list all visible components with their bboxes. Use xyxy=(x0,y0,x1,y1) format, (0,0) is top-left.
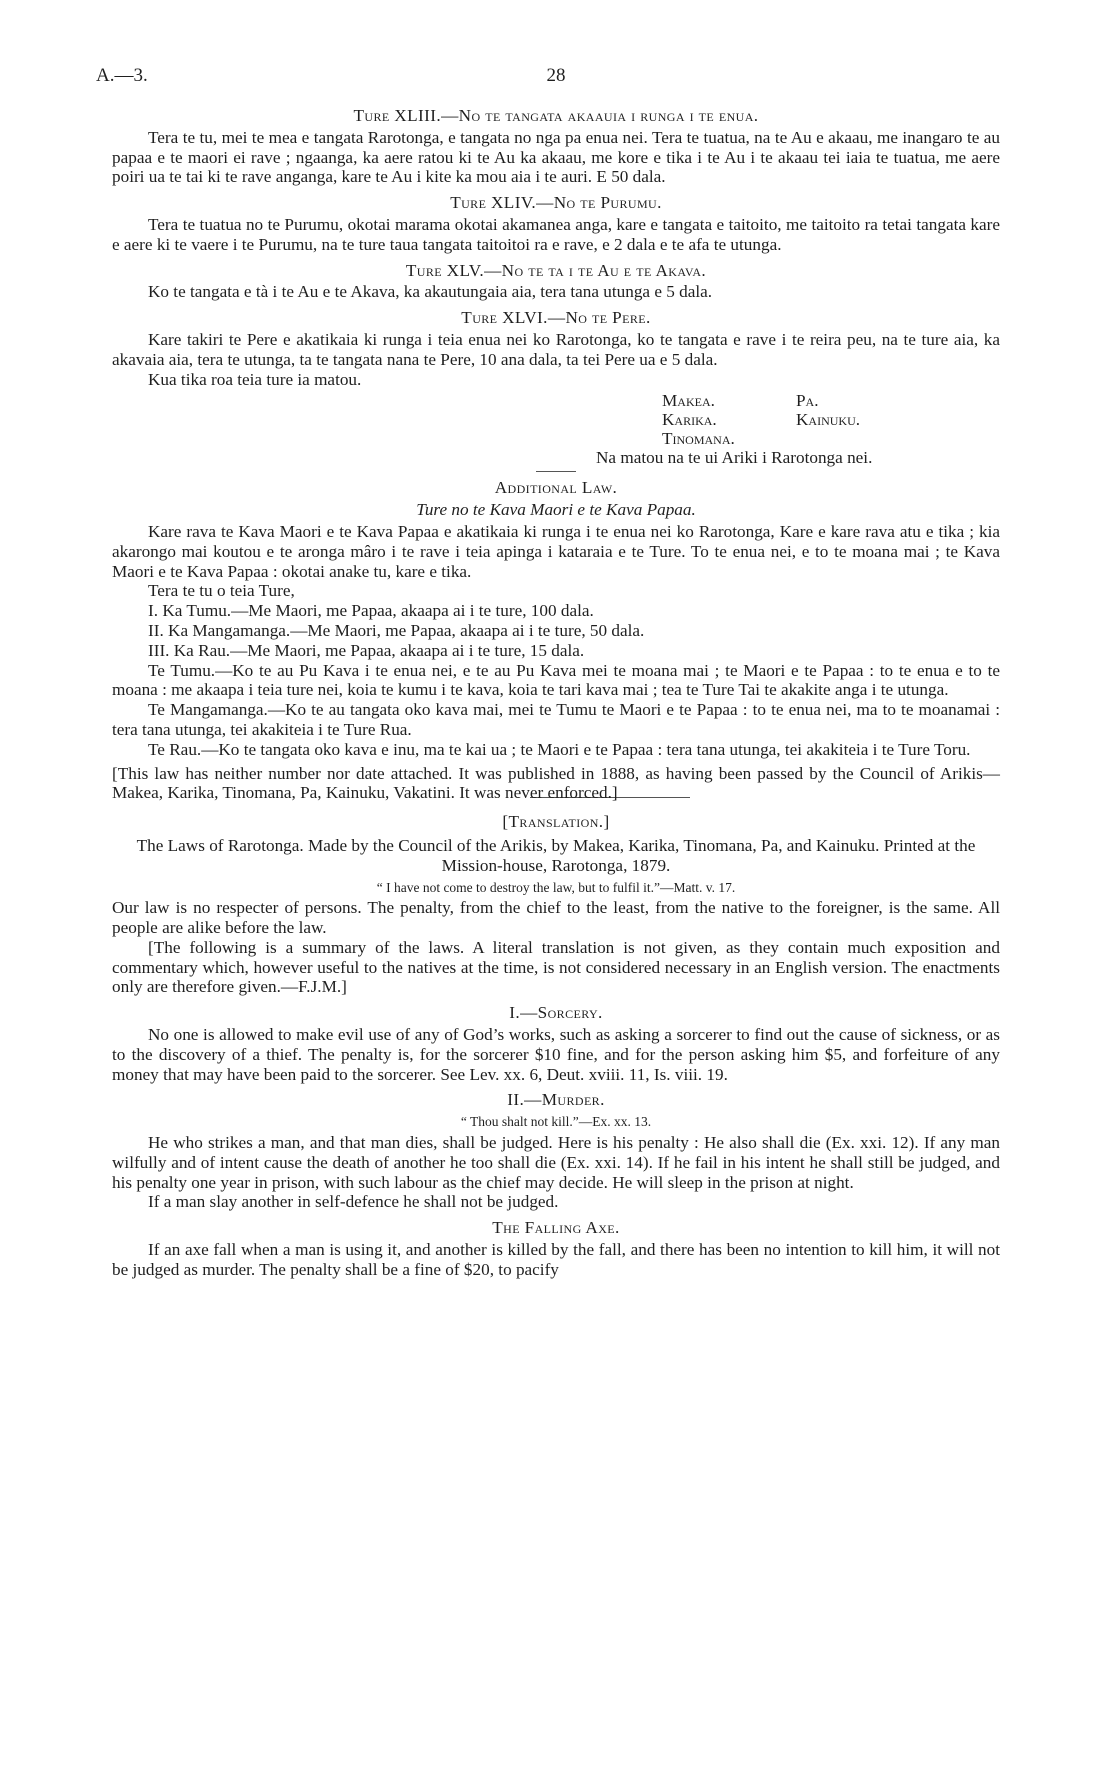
signature-block xyxy=(112,391,1000,468)
ture-46-heading: Ture XLVI.—No te Pere. xyxy=(461,308,651,328)
murder-quote: “ Thou shalt not kill.”—Ex. xx. 13. xyxy=(460,1114,652,1130)
ture-43-text: Tera te tu, mei te mea e tangata Rarotonga, e tangata no nga pa enua nei. Tera te tuatua, na te Au e akaau, me inangaro te au papaa e te maori ei rave ; ngaanga, ka aere ratou ki te Au ka akaau, me kore e tika i te Au i te akaau tei iaia te tuatua, me aere poiri ua te tai ki te rave anganga, kare te Au i kite ka mou aia i te auri. E 50 dala. xyxy=(112,127,1000,187)
additional-line-2: I. Ka Tumu.—Me Maori, me Papaa, akaapa ai i te ture, 100 dala. xyxy=(148,601,594,621)
ture-44-heading: Ture XLIV.—No te Purumu. xyxy=(450,193,662,213)
divider xyxy=(536,471,576,472)
signature-footer: Na matou na te ui Ariki i Rarotonga nei. xyxy=(596,448,873,468)
murder-heading: II.—Murder. xyxy=(507,1090,605,1110)
signature-pa: Pa. xyxy=(796,391,819,411)
translation-epigraph: “ I have not come to destroy the law, but to fulfil it.”—Matt. v. 17. xyxy=(376,879,736,895)
additional-line-1: Tera te tu o teia Ture, xyxy=(148,581,295,601)
document-reference: A.—3. xyxy=(96,65,148,86)
additional-para-1: Kare rava te Kava Maori e te Kava Papaa e akatikaia ki runga i te enua nei ko Rarotonga, Kare e kare rava atu e tika ; kia akarongo mai koutou e te aronga mâro i te rave i teia apinga i kataraia e te Ture. To te enua nei, e to te moana mai ; te Kava Maori e te Kava Papaa : okotai anake tu, kare e tika. xyxy=(112,521,1000,581)
additional-line-3: II. Ka Mangamanga.—Me Maori, me Papaa, akaapa ai i te ture, 50 dala. xyxy=(148,620,645,640)
ture-44-text: Tera te tuatua no te Purumu, okotai marama okotai akamanea anga, kare e tangata e taitoito, me taitoito ra tetai tangata kare e aere ki te vaere i te Purumu, na te ture taua tangata taitoitoi ra e rave, e 2 dala e te afa te utunga. xyxy=(112,214,1000,254)
murder-text-2: If a man slay another in self-defence he shall not be judged. xyxy=(148,1192,559,1212)
ture-46-text: Kare takiri te Pere e akatikaia ki runga i teia enua nei ko Rarotonga, ko te tangata e rave i te reira peu, na te ture aia, ka akavaia aia, tera te utunga, ta te tangata nana te Pere, 10 ana dala, ta tei Pere ua e 5 dala. xyxy=(112,329,1000,369)
translation-heading: [Translation.] xyxy=(502,812,610,832)
additional-note: [This law has neither number nor date attached. It was published in 1888, as having been passed by the Council of Arikis—Makea, Karika, Tinomana, Pa, Kainuku, Vakatini. It was never enforced.] xyxy=(112,763,1000,803)
sorcery-text: No one is allowed to make evil use of any of God’s works, such as asking a sorcerer to find out the cause of sickness, or as to the discovery of a thief. The penalty is, for the sorcerer $10 fine, and for the person asking him $5, and forfeiture of any money that may have been paid to the sorcerer. See Lev. xx. 6, Deut. xviii. 11, Is. viii. 19. xyxy=(112,1025,1000,1084)
additional-law-subtitle: Ture no te Kava Maori e te Kava Papaa. xyxy=(416,500,696,520)
ture-45-heading: Ture XLV.—No te ta i te Au e te Akava. xyxy=(405,260,707,280)
additional-para-2: Te Tumu.—Ko te au Pu Kava i te enua nei, e te au Pu Kava mei te moana mai ; te Maori e te Papaa : to te enua e to te moana : me akaapa i teia ture nei, koia te kumu i te kava, koia te tari kava mai ; tea te Ture Tai te akakite anga i te utunga. xyxy=(112,660,1000,700)
signature-makea: Makea. xyxy=(662,391,715,411)
sorcery-heading: I.—Sorcery. xyxy=(509,1003,603,1023)
signature-kainuku: Kainuku. xyxy=(796,410,861,430)
falling-axe-text: If an axe fall when a man is using it, and another is killed by the fall, and there has been no intention to kill him, it will not be judged as murder. The penalty shall be a fine of $20, to pacify xyxy=(112,1240,1000,1279)
signature-karika: Karika. xyxy=(662,410,717,430)
translation-intro: Our law is no respecter of persons. The penalty, from the chief to the least, from the native to the foreigner, is the same. All people are alike before the law. xyxy=(112,898,1000,938)
additional-line-4: III. Ka Rau.—Me Maori, me Papaa, akaapa ai i te ture, 15 dala. xyxy=(148,640,585,660)
additional-para-4: Te Rau.—Ko te tangata oko kava e inu, ma te kai ua ; te Maori e te Papaa : tera tana utunga, tei akakiteia i te Ture Toru. xyxy=(148,739,971,759)
page-header xyxy=(96,65,1000,92)
translation-title: The Laws of Rarotonga. Made by the Council of the Arikis, by Makea, Karika, Tinomana, Pa, and Kainuku. Printed at the Mission-house, Rarotonga, 1879. xyxy=(136,835,976,875)
additional-law-heading: Additional Law. xyxy=(494,478,618,498)
ture-43-heading: Ture XLIII.—No te tangata akaauia i runga i te enua. xyxy=(353,106,759,125)
page-number: 28 xyxy=(546,65,566,86)
closing-line: Kua tika roa teia ture ia matou. xyxy=(148,369,362,389)
translation-note: [The following is a summary of the laws. A literal translation is not given, as they contain much exposition and commentary which, however useful to the natives at the time, is not considered necessary in an English version. The enactments only are therefore given.—F.J.M.] xyxy=(112,937,1000,997)
ture-45-text: Ko te tangata e tà i te Au e te Akava, ka akautungaia aia, tera tana utunga e 5 dala. xyxy=(148,282,713,302)
signature-tinomana: Tinomana. xyxy=(662,429,735,449)
additional-para-3: Te Mangamanga.—Ko te au tangata oko kava mai, mei te Tumu te Maori e te Papaa : to te enua nei, ma to te moanamai : tera tana utunga, tei akakiteia i te Ture Rua. xyxy=(112,700,1000,739)
murder-text: He who strikes a man, and that man dies, shall be judged. Here is his penalty : He also shall die (Ex. xxi. 12). If any man wilfully and of intent cause the death of another he too shall die (Ex. xxi. 14). If he fail in his intent he shall still be judged, and his penalty one year in prison, with such labour as the chief may decide. He will sleep in the prison at night. xyxy=(112,1133,1000,1192)
falling-axe-heading: The Falling Axe. xyxy=(492,1218,620,1238)
document-page xyxy=(96,65,1000,1280)
